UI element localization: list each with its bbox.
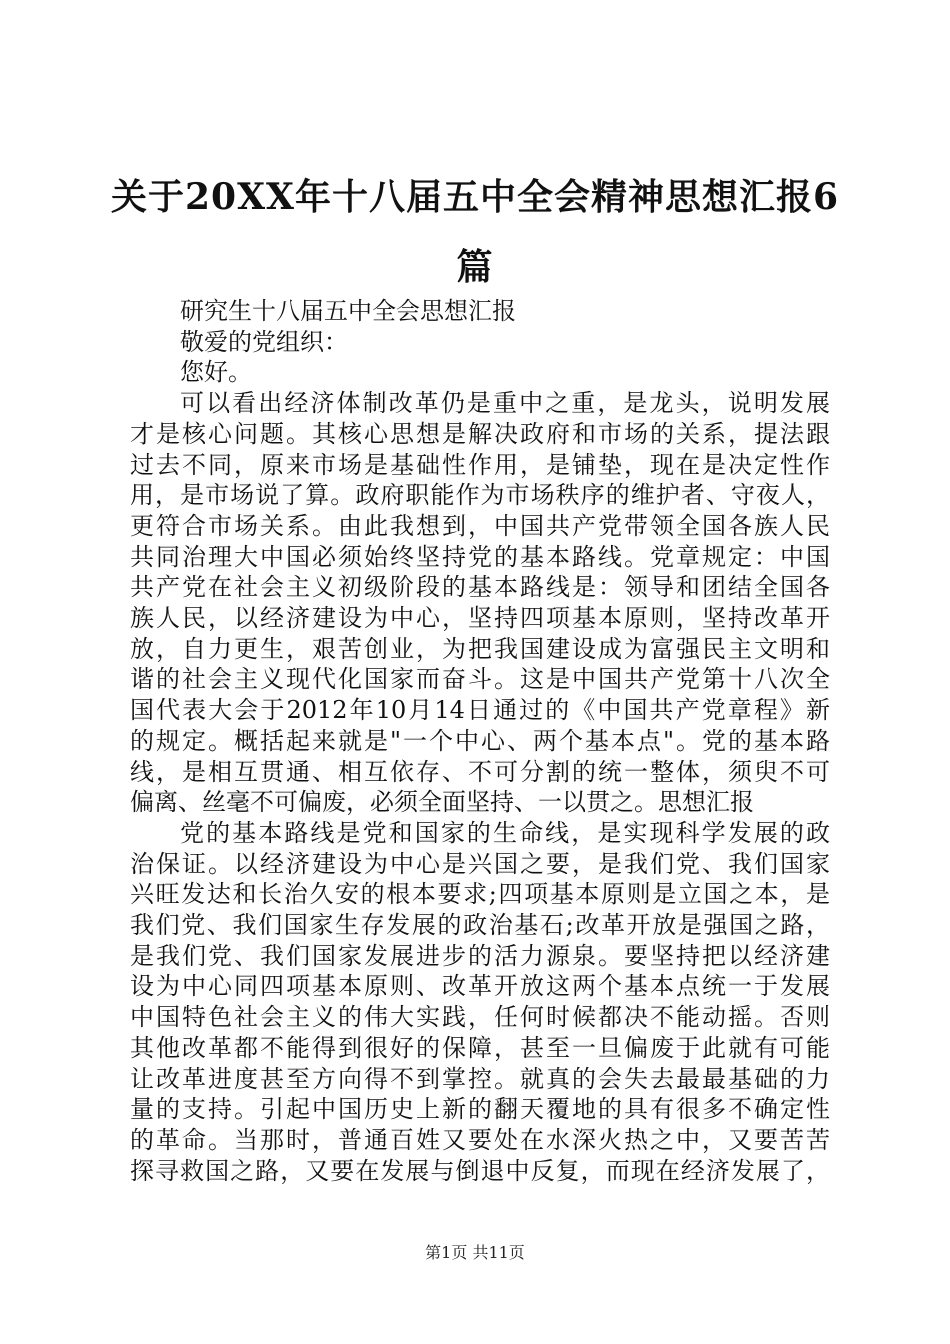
title-line-2: 篇 xyxy=(456,246,494,288)
body-line: 的规定。概括起来就是"一个中心、两个基本点"。党的基本路 xyxy=(130,726,830,755)
body-line: 谐的社会主义现代化国家而奋斗。这是中国共产党第十八次全 xyxy=(130,665,830,694)
body-line: 探寻救国之路，又要在发展与倒退中反复，而现在经济发展了， xyxy=(130,1156,830,1185)
body-line: 是我们党、我们国家发展进步的活力源泉。要坚持把以经济建 xyxy=(130,941,830,970)
body-line: 兴旺发达和长治久安的根本要求;四项基本原则是立国之本，是 xyxy=(130,880,830,909)
body-line: 才是核心问题。其核心思想是解决政府和市场的关系，提法跟 xyxy=(130,419,830,448)
body-line: 其他改革都不能得到很好的保障，甚至一旦偏废于此就有可能 xyxy=(130,1033,830,1062)
body-line: 我们党、我们国家生存发展的政治基石;改革开放是强国之路， xyxy=(130,911,830,940)
body-line: 您好。 xyxy=(180,358,252,387)
body-line: 共同治理大中国必须始终坚持党的基本路线。党章规定：中国 xyxy=(130,542,830,571)
body-line: 党的基本路线是党和国家的生命线，是实现科学发展的政 xyxy=(180,818,830,847)
page-footer: 第1页 共11页 xyxy=(425,1243,525,1262)
body-line: 量的支持。引起中国历史上新的翻天覆地的具有很多不确定性 xyxy=(130,1095,830,1124)
body-line: 国代表大会于2012年10月14日通过的《中国共产党章程》新 xyxy=(130,696,830,725)
body-line: 共产党在社会主义初级阶段的基本路线是：领导和团结全国各 xyxy=(130,573,830,602)
body-line: 用，是市场说了算。政府职能作为市场秩序的维护者、守夜人， xyxy=(130,481,830,510)
body-line: 族人民，以经济建设为中心，坚持四项基本原则，坚持改革开 xyxy=(130,604,830,633)
body-line: 让改革进度甚至方向得不到掌控。就真的会失去最最基础的力 xyxy=(130,1064,830,1093)
title-line-1: 关于20XX年十八届五中全会精神思想汇报6 xyxy=(110,176,839,218)
body-line: 放，自力更生，艰苦创业，为把我国建设成为富强民主文明和 xyxy=(130,634,830,663)
body-line: 过去不同，原来市场是基础性作用，是铺垫，现在是决定性作 xyxy=(130,450,830,479)
body-line: 治保证。以经济建设为中心是兴国之要，是我们党、我们国家 xyxy=(130,849,830,878)
body-line: 偏离、丝毫不可偏废，必须全面坚持、一以贯之。思想汇报 xyxy=(130,788,754,817)
body-line: 设为中心同四项基本原则、改革开放这两个基本点统一于发展 xyxy=(130,972,830,1001)
body-line: 研究生十八届五中全会思想汇报 xyxy=(180,297,516,325)
body-line: 的革命。当那时，普通百姓又要处在水深火热之中，又要苦苦 xyxy=(130,1125,830,1154)
body-line: 中国特色社会主义的伟大实践，任何时候都决不能动摇。否则 xyxy=(130,1003,830,1032)
document-title xyxy=(110,162,840,302)
body-line: 敬爱的党组织： xyxy=(180,327,348,356)
body-line: 更符合市场关系。由此我想到，中国共产党带领全国各族人民 xyxy=(130,511,830,540)
body-line: 线，是相互贯通、相互依存、不可分割的统一整体，须臾不可 xyxy=(130,757,830,786)
document-body xyxy=(130,296,830,1186)
body-line: 可以看出经济体制改革仍是重中之重，是龙头，说明发展 xyxy=(180,389,830,418)
